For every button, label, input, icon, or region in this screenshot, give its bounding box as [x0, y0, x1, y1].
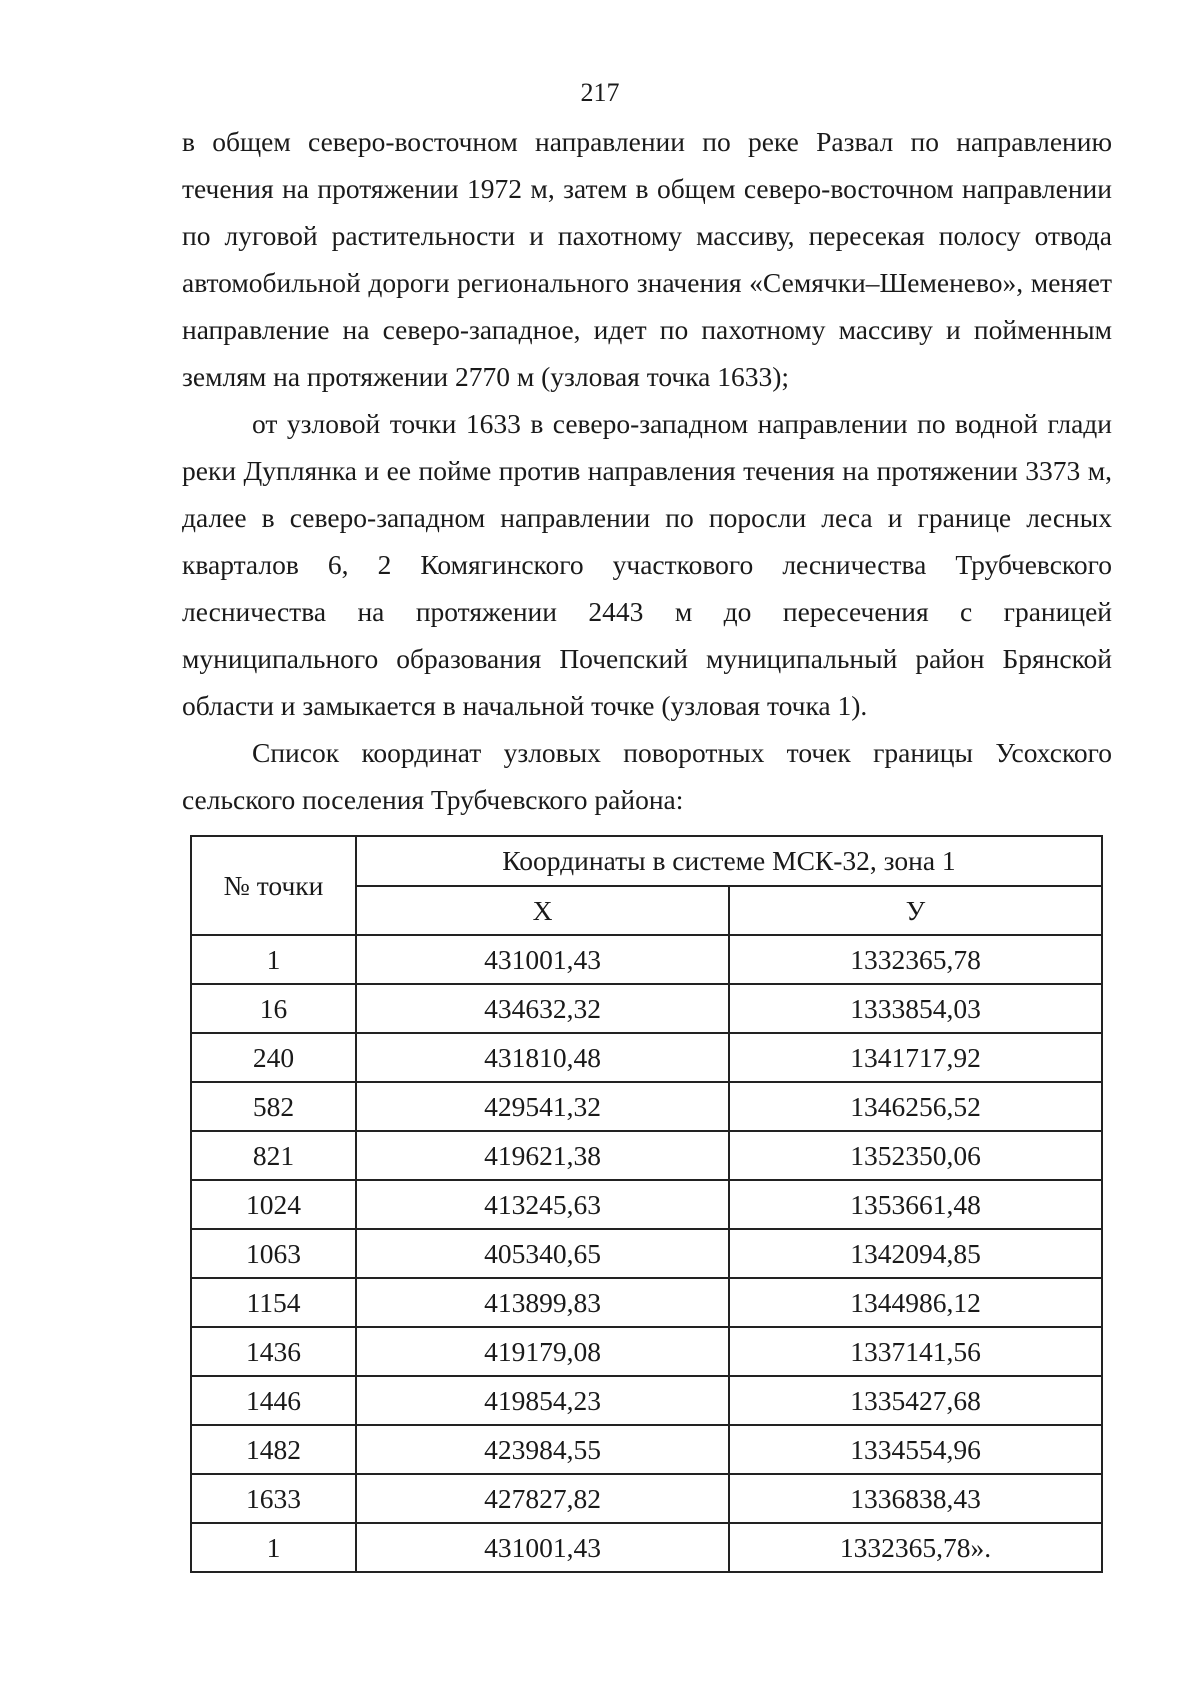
paragraph-3: Список координат узловых поворотных точек границы Усохского сельского поселения Трубчевского района:	[182, 737, 1112, 815]
cell-x: 419179,08	[356, 1327, 729, 1376]
cell-y: 1334554,96	[729, 1425, 1102, 1474]
cell-point: 1633	[191, 1474, 356, 1523]
column-header-y: У	[729, 886, 1102, 935]
paragraph-1: в общем северо-восточном направлении по реке Развал по направлению течения на протяжении 1972 м, затем в общем северо-восточном направлении по луговой растительности и пахотному массиву, пересекая полосу отвода автомобильной дороги регионального значения «Семячки–Шеменево», меняет направление на северо-западное, идет по пахотному массиву и пойменным землям на протяжении 2770 м (узловая точка 1633);	[182, 126, 1112, 392]
cell-point: 240	[191, 1033, 356, 1082]
cell-y: 1342094,85	[729, 1229, 1102, 1278]
table-row	[191, 1033, 1102, 1082]
cell-y: 1346256,52	[729, 1082, 1102, 1131]
cell-point: 582	[191, 1082, 356, 1131]
cell-point: 1482	[191, 1425, 356, 1474]
cell-y: 1333854,03	[729, 984, 1102, 1033]
cell-point: 1446	[191, 1376, 356, 1425]
cell-x: 427827,82	[356, 1474, 729, 1523]
cell-y: 1341717,92	[729, 1033, 1102, 1082]
cell-y: 1352350,06	[729, 1131, 1102, 1180]
cell-y: 1344986,12	[729, 1278, 1102, 1327]
cell-x: 431001,43	[356, 1523, 729, 1572]
paragraph-2: от узловой точки 1633 в северо-западном направлении по водной глади реки Дуплянка и ее пойме против направления течения на протяжении 3373 м, далее в северо-западном направлении по поросли леса и границе лесных кварталов 6, 2 Комягинского участкового лесничества Трубчевского лесничества на протяжении 2443 м до пересечения с границей муниципального образования Почепский муниципальный район Брянской области и замыкается в начальной точке (узловая точка 1).	[182, 408, 1112, 721]
cell-point: 821	[191, 1131, 356, 1180]
cell-y: 1337141,56	[729, 1327, 1102, 1376]
cell-point: 1024	[191, 1180, 356, 1229]
cell-point: 16	[191, 984, 356, 1033]
cell-point: 1154	[191, 1278, 356, 1327]
cell-y: 1332365,78	[729, 935, 1102, 984]
cell-point: 1	[191, 935, 356, 984]
cell-x: 413899,83	[356, 1278, 729, 1327]
cell-point: 1063	[191, 1229, 356, 1278]
column-header-x: Х	[356, 886, 729, 935]
cell-x: 419854,23	[356, 1376, 729, 1425]
cell-x: 405340,65	[356, 1229, 729, 1278]
table-row	[191, 1278, 1102, 1327]
cell-point: 1436	[191, 1327, 356, 1376]
cell-y: 1336838,43	[729, 1474, 1102, 1523]
cell-x: 413245,63	[356, 1180, 729, 1229]
cell-x: 431001,43	[356, 935, 729, 984]
cell-point: 1	[191, 1523, 356, 1572]
table-row	[191, 1523, 1102, 1572]
table-row	[191, 935, 1102, 984]
table-row	[191, 1474, 1102, 1523]
body-text	[182, 118, 1112, 823]
cell-y: 1353661,48	[729, 1180, 1102, 1229]
table-row	[191, 1425, 1102, 1474]
page-number: 217	[580, 78, 620, 107]
column-header-coordinates: Координаты в системе МСК-32, зона 1	[356, 836, 1102, 886]
cell-x: 431810,48	[356, 1033, 729, 1082]
table-row	[191, 1180, 1102, 1229]
cell-y: 1332365,78».	[729, 1523, 1102, 1572]
column-header-point: № точки	[191, 836, 356, 935]
cell-x: 423984,55	[356, 1425, 729, 1474]
table-row	[191, 1327, 1102, 1376]
cell-x: 419621,38	[356, 1131, 729, 1180]
cell-y: 1335427,68	[729, 1376, 1102, 1425]
coordinates-table	[190, 835, 1103, 1573]
table-row	[191, 1229, 1102, 1278]
cell-x: 434632,32	[356, 984, 729, 1033]
cell-x: 429541,32	[356, 1082, 729, 1131]
table-row	[191, 984, 1102, 1033]
table-row	[191, 1376, 1102, 1425]
table-row	[191, 1082, 1102, 1131]
table-row	[191, 1131, 1102, 1180]
